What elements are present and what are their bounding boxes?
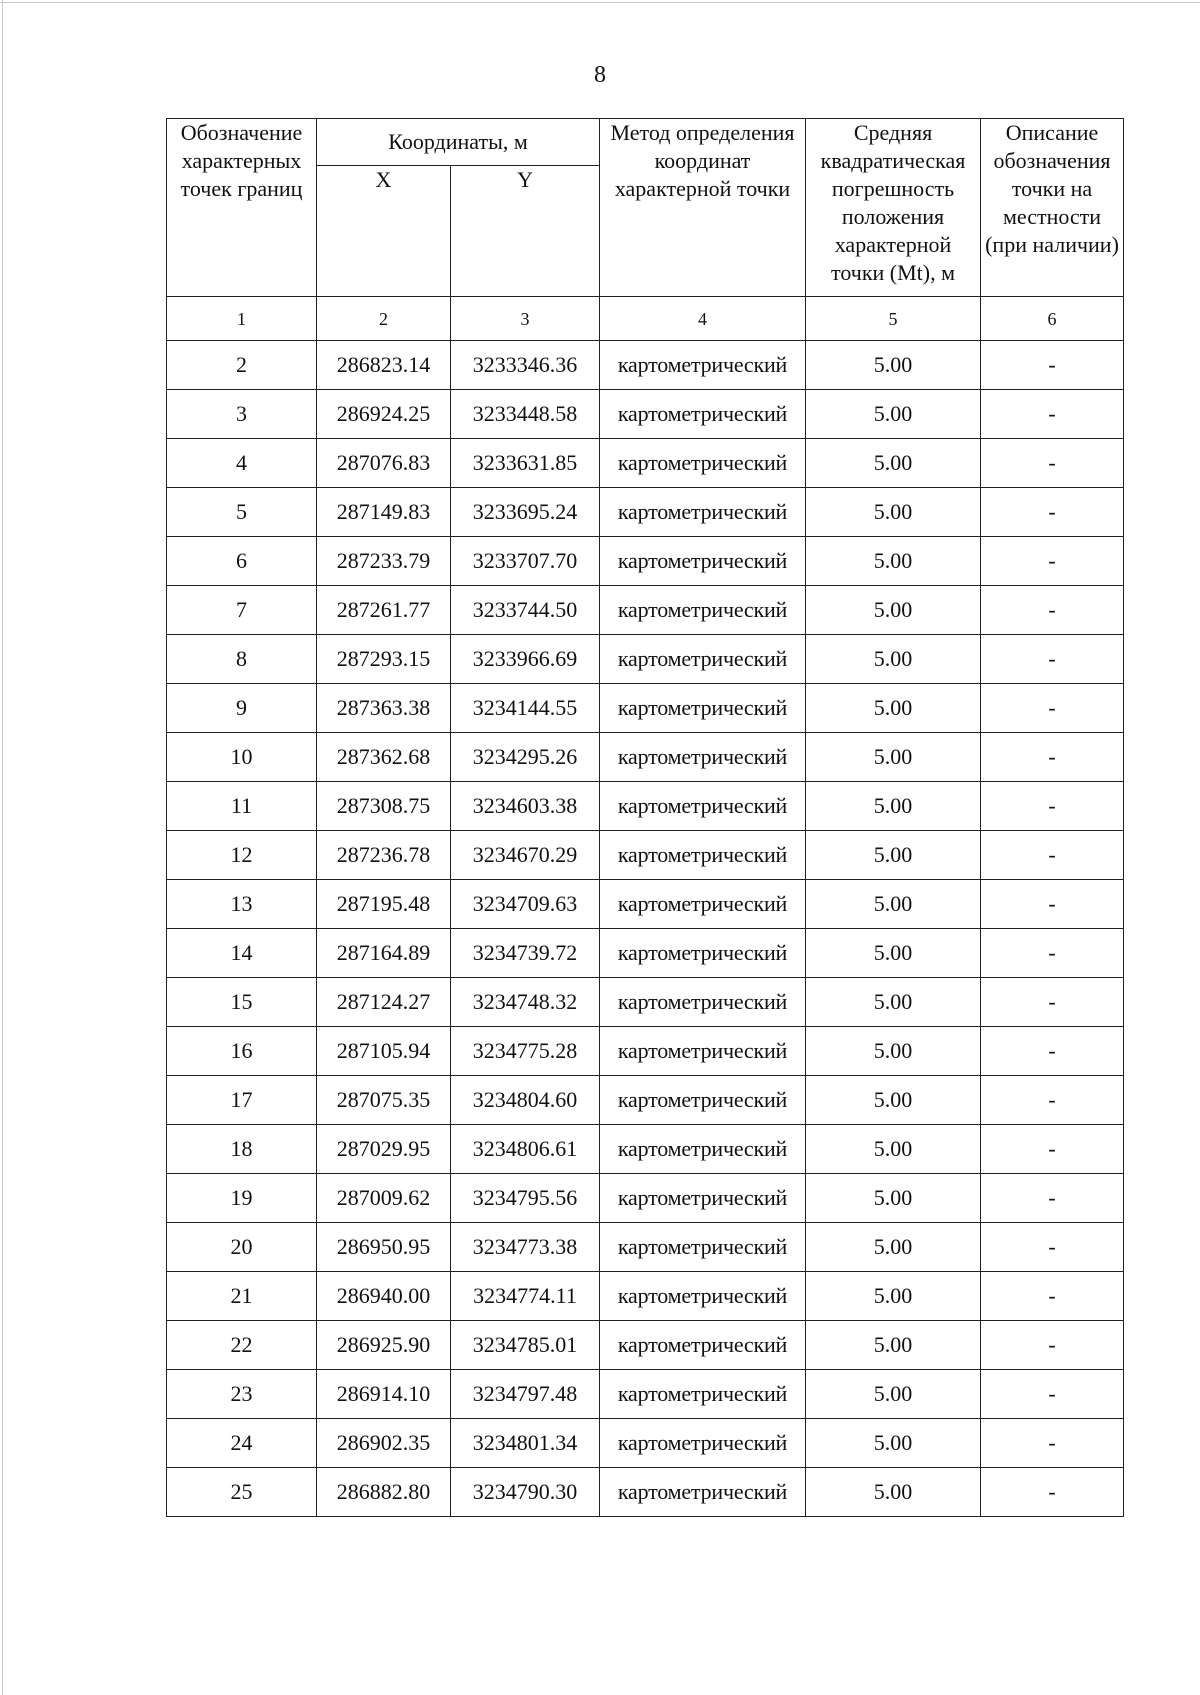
- cell-x: 286914.10: [317, 1370, 451, 1419]
- cell-method: картометрический: [600, 831, 806, 880]
- table-row: [167, 1468, 1124, 1517]
- cell-description: -: [981, 390, 1124, 439]
- cell-point: 10: [167, 733, 317, 782]
- cell-error: 5.00: [806, 831, 981, 880]
- cell-description: -: [981, 684, 1124, 733]
- cell-y: 3234603.38: [451, 782, 600, 831]
- cell-x: 287195.48: [317, 880, 451, 929]
- cell-x: 287009.62: [317, 1174, 451, 1223]
- cell-point: 20: [167, 1223, 317, 1272]
- cell-point: 23: [167, 1370, 317, 1419]
- cell-y: 3234785.01: [451, 1321, 600, 1370]
- cell-x: 286882.80: [317, 1468, 451, 1517]
- cell-point: 7: [167, 586, 317, 635]
- column-number: 3: [451, 297, 600, 341]
- cell-description: -: [981, 635, 1124, 684]
- cell-description: -: [981, 1272, 1124, 1321]
- cell-method: картометрический: [600, 1321, 806, 1370]
- cell-error: 5.00: [806, 978, 981, 1027]
- cell-error: 5.00: [806, 1468, 981, 1517]
- cell-description: -: [981, 488, 1124, 537]
- header-method: Метод определения координат характерной точки: [600, 119, 806, 297]
- cell-error: 5.00: [806, 439, 981, 488]
- cell-method: картометрический: [600, 733, 806, 782]
- cell-description: -: [981, 1174, 1124, 1223]
- cell-x: 286902.35: [317, 1419, 451, 1468]
- cell-description: -: [981, 733, 1124, 782]
- cell-x: 287363.38: [317, 684, 451, 733]
- cell-description: -: [981, 880, 1124, 929]
- cell-method: картометрический: [600, 1370, 806, 1419]
- cell-point: 2: [167, 341, 317, 390]
- cell-error: 5.00: [806, 929, 981, 978]
- cell-method: картометрический: [600, 1076, 806, 1125]
- cell-y: 3233448.58: [451, 390, 600, 439]
- cell-description: -: [981, 1419, 1124, 1468]
- cell-point: 9: [167, 684, 317, 733]
- cell-method: картометрический: [600, 1468, 806, 1517]
- cell-y: 3234709.63: [451, 880, 600, 929]
- table-header: [167, 119, 1124, 341]
- table-row: [167, 1125, 1124, 1174]
- cell-description: -: [981, 586, 1124, 635]
- cell-method: картометрический: [600, 341, 806, 390]
- cell-y: 3233966.69: [451, 635, 600, 684]
- cell-description: -: [981, 1027, 1124, 1076]
- cell-error: 5.00: [806, 537, 981, 586]
- cell-method: картометрический: [600, 537, 806, 586]
- cell-error: 5.00: [806, 390, 981, 439]
- table-row: [167, 439, 1124, 488]
- cell-description: -: [981, 929, 1124, 978]
- cell-y: 3233346.36: [451, 341, 600, 390]
- cell-point: 24: [167, 1419, 317, 1468]
- table-row: [167, 1321, 1124, 1370]
- cell-method: картометрический: [600, 586, 806, 635]
- cell-point: 13: [167, 880, 317, 929]
- cell-description: -: [981, 831, 1124, 880]
- cell-method: картометрический: [600, 1419, 806, 1468]
- cell-method: картометрический: [600, 439, 806, 488]
- table-row: [167, 537, 1124, 586]
- header-x: X: [317, 166, 451, 297]
- cell-point: 25: [167, 1468, 317, 1517]
- cell-description: -: [981, 1223, 1124, 1272]
- cell-x: 287293.15: [317, 635, 451, 684]
- table-row: [167, 978, 1124, 1027]
- scan-edge-left: [2, 0, 3, 1695]
- cell-y: 3234295.26: [451, 733, 600, 782]
- cell-method: картометрический: [600, 1174, 806, 1223]
- cell-method: картометрический: [600, 1027, 806, 1076]
- cell-x: 287149.83: [317, 488, 451, 537]
- cell-description: -: [981, 439, 1124, 488]
- cell-method: картометрический: [600, 390, 806, 439]
- cell-error: 5.00: [806, 880, 981, 929]
- cell-point: 17: [167, 1076, 317, 1125]
- cell-error: 5.00: [806, 1370, 981, 1419]
- cell-method: картометрический: [600, 1125, 806, 1174]
- cell-x: 287105.94: [317, 1027, 451, 1076]
- table-row: [167, 488, 1124, 537]
- cell-error: 5.00: [806, 1174, 981, 1223]
- table-row: [167, 390, 1124, 439]
- column-number: 5: [806, 297, 981, 341]
- cell-x: 287076.83: [317, 439, 451, 488]
- cell-point: 6: [167, 537, 317, 586]
- table-row: [167, 635, 1124, 684]
- cell-point: 4: [167, 439, 317, 488]
- cell-point: 18: [167, 1125, 317, 1174]
- column-number: 2: [317, 297, 451, 341]
- header-description: Описание обозначения точки на местности (при наличии): [981, 119, 1124, 297]
- cell-point: 22: [167, 1321, 317, 1370]
- cell-error: 5.00: [806, 341, 981, 390]
- cell-description: -: [981, 537, 1124, 586]
- table-row: [167, 1419, 1124, 1468]
- cell-x: 287233.79: [317, 537, 451, 586]
- cell-y: 3233744.50: [451, 586, 600, 635]
- header-coordinates: Координаты, м: [317, 119, 600, 166]
- cell-description: -: [981, 1125, 1124, 1174]
- table-row: [167, 1370, 1124, 1419]
- cell-method: картометрический: [600, 684, 806, 733]
- cell-y: 3234797.48: [451, 1370, 600, 1419]
- cell-description: -: [981, 1468, 1124, 1517]
- table-row: [167, 684, 1124, 733]
- cell-y: 3234739.72: [451, 929, 600, 978]
- cell-y: 3234790.30: [451, 1468, 600, 1517]
- cell-description: -: [981, 978, 1124, 1027]
- cell-point: 5: [167, 488, 317, 537]
- table-row: [167, 929, 1124, 978]
- cell-y: 3234804.60: [451, 1076, 600, 1125]
- cell-x: 286823.14: [317, 341, 451, 390]
- cell-method: картометрический: [600, 1223, 806, 1272]
- cell-error: 5.00: [806, 684, 981, 733]
- cell-point: 11: [167, 782, 317, 831]
- cell-description: -: [981, 341, 1124, 390]
- cell-error: 5.00: [806, 488, 981, 537]
- cell-x: 287362.68: [317, 733, 451, 782]
- column-number: 4: [600, 297, 806, 341]
- scan-edge-top: [0, 2, 1200, 3]
- cell-error: 5.00: [806, 1272, 981, 1321]
- cell-x: 286950.95: [317, 1223, 451, 1272]
- cell-method: картометрический: [600, 635, 806, 684]
- cell-point: 21: [167, 1272, 317, 1321]
- cell-x: 286940.00: [317, 1272, 451, 1321]
- cell-x: 287236.78: [317, 831, 451, 880]
- header-error: Средняя квадратическая погрешность положения характерной точки (Mt), м: [806, 119, 981, 297]
- table-row: [167, 586, 1124, 635]
- page-number: 8: [594, 62, 606, 88]
- cell-point: 14: [167, 929, 317, 978]
- cell-y: 3234774.11: [451, 1272, 600, 1321]
- cell-error: 5.00: [806, 733, 981, 782]
- cell-description: -: [981, 1370, 1124, 1419]
- cell-y: 3234801.34: [451, 1419, 600, 1468]
- table-row: [167, 1076, 1124, 1125]
- table-row: [167, 1174, 1124, 1223]
- table-row: [167, 880, 1124, 929]
- cell-method: картометрический: [600, 929, 806, 978]
- cell-y: 3233695.24: [451, 488, 600, 537]
- cell-method: картометрический: [600, 880, 806, 929]
- table-row: [167, 733, 1124, 782]
- table-row: [167, 782, 1124, 831]
- cell-y: 3234748.32: [451, 978, 600, 1027]
- cell-point: 3: [167, 390, 317, 439]
- table-row: [167, 1223, 1124, 1272]
- cell-method: картометрический: [600, 1272, 806, 1321]
- cell-y: 3234773.38: [451, 1223, 600, 1272]
- table-row: [167, 1027, 1124, 1076]
- cell-y: 3233631.85: [451, 439, 600, 488]
- cell-point: 16: [167, 1027, 317, 1076]
- cell-method: картометрический: [600, 782, 806, 831]
- cell-description: -: [981, 1076, 1124, 1125]
- column-number: 6: [981, 297, 1124, 341]
- cell-x: 287075.35: [317, 1076, 451, 1125]
- cell-y: 3234670.29: [451, 831, 600, 880]
- cell-error: 5.00: [806, 1419, 981, 1468]
- cell-error: 5.00: [806, 1076, 981, 1125]
- cell-y: 3233707.70: [451, 537, 600, 586]
- cell-error: 5.00: [806, 1027, 981, 1076]
- cell-y: 3234795.56: [451, 1174, 600, 1223]
- column-number: 1: [167, 297, 317, 341]
- cell-point: 19: [167, 1174, 317, 1223]
- table-row: [167, 341, 1124, 390]
- header-y: Y: [451, 166, 600, 297]
- column-numbers-row: [167, 297, 1124, 341]
- cell-x: 286924.25: [317, 390, 451, 439]
- cell-error: 5.00: [806, 1321, 981, 1370]
- cell-y: 3234806.61: [451, 1125, 600, 1174]
- cell-method: картометрический: [600, 978, 806, 1027]
- cell-x: 287261.77: [317, 586, 451, 635]
- cell-point: 8: [167, 635, 317, 684]
- cell-error: 5.00: [806, 1125, 981, 1174]
- cell-x: 287164.89: [317, 929, 451, 978]
- cell-x: 287308.75: [317, 782, 451, 831]
- cell-y: 3234144.55: [451, 684, 600, 733]
- boundary-points-table: [166, 118, 1124, 1517]
- cell-error: 5.00: [806, 586, 981, 635]
- cell-point: 15: [167, 978, 317, 1027]
- cell-x: 286925.90: [317, 1321, 451, 1370]
- cell-error: 5.00: [806, 635, 981, 684]
- cell-x: 287124.27: [317, 978, 451, 1027]
- cell-description: -: [981, 1321, 1124, 1370]
- cell-error: 5.00: [806, 782, 981, 831]
- cell-description: -: [981, 782, 1124, 831]
- cell-y: 3234775.28: [451, 1027, 600, 1076]
- cell-method: картометрический: [600, 488, 806, 537]
- header-row: [167, 119, 1124, 166]
- cell-x: 287029.95: [317, 1125, 451, 1174]
- header-point: Обозначение характерных точек границ: [167, 119, 317, 297]
- table-body: [167, 341, 1124, 1517]
- cell-error: 5.00: [806, 1223, 981, 1272]
- cell-point: 12: [167, 831, 317, 880]
- table-row: [167, 1272, 1124, 1321]
- table-row: [167, 831, 1124, 880]
